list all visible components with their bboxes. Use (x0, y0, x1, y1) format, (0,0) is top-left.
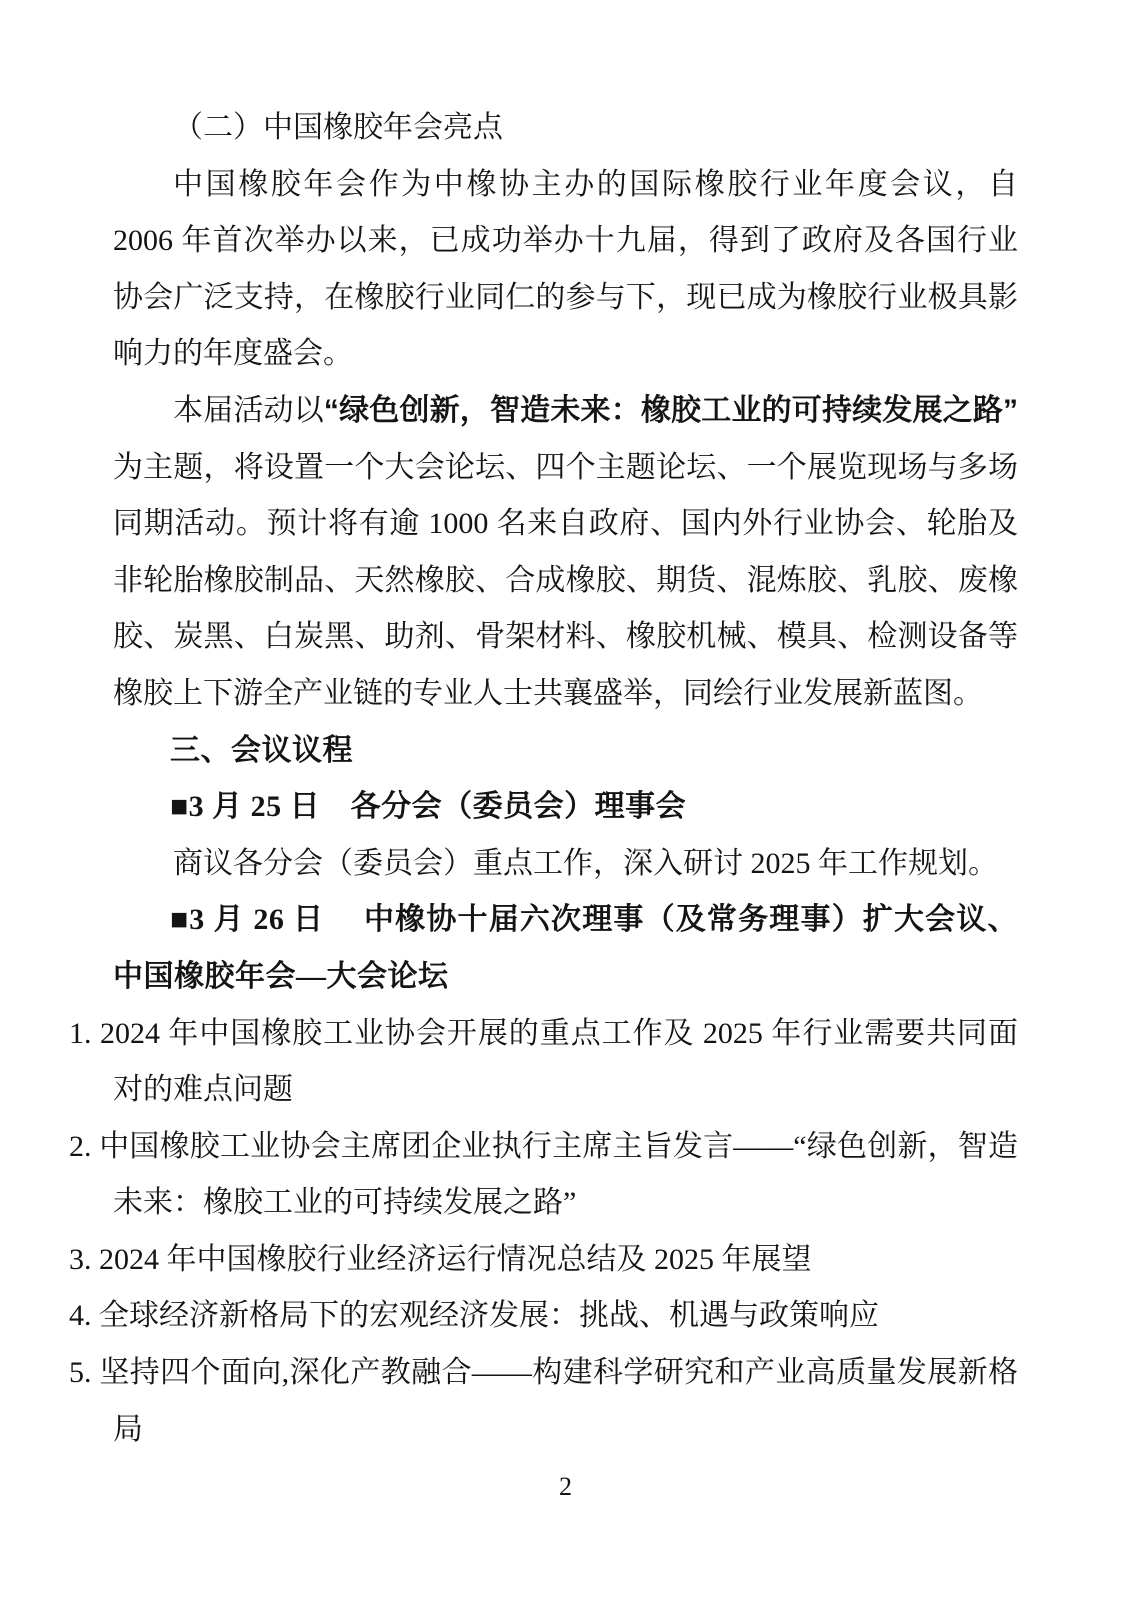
section-heading-agenda: 三、会议议程 (170, 733, 353, 767)
subsection-heading: （二）中国橡胶年会亮点 (173, 111, 503, 144)
forum-topic-item-4: 4. 全球经济新格局下的宏观经济发展：挑战、机遇与政策响应 (69, 1299, 879, 1333)
theme-paragraph-lead: 本届活动以 (173, 393, 324, 427)
forum-topic-item-1: 1. 2024 年中国橡胶工业协会开展的重点工作及 2025 年行业需要共同面对的难点问题 (69, 1016, 1018, 1107)
agenda-day1-description: 商议各分会（委员会）重点工作，深入研讨 2025 年工作规划。 (173, 846, 998, 880)
forum-topic-item-3: 3. 2024 年中国橡胶行业经济运行情况总结及 2025 年展望 (69, 1242, 812, 1276)
agenda-day2-heading: ■3 月 26 日 中橡协十届六次理事（及常务理事）扩大会议、中国橡胶年会—大会论坛 (113, 903, 1018, 993)
intro-paragraph: 中国橡胶年会作为中橡协主办的国际橡胶行业年度会议，自 2006 年首次举办以来，已成功举办十九届，得到了政府及各国行业协会广泛支持，在橡胶行业同仁的参与下，现已成为橡胶行业极具影响力的年度盛会。 (113, 167, 1018, 371)
forum-topic-item-5: 5. 坚持四个面向,深化产教融合——构建科学研究和产业高质量发展新格局 (69, 1356, 1018, 1446)
theme-paragraph-rest: 为主题，将设置一个大会论坛、四个主题论坛、一个展览现场与多场同期活动。预计将有逾 1000 名来自政府、国内外行业协会、轮胎及非轮胎橡胶制品、天然橡胶、合成橡胶、期货、混炼胶、乳胶、废橡胶、炭黑、白炭黑、助剂、骨架材料、橡胶机械、模具、检测设备等橡胶上下游全产业链的专业人士共襄盛举，同绘行业发展新蓝图。 (113, 450, 1018, 710)
conference-theme-title: “绿色创新，智造未来：橡胶工业的可持续发展之路” (323, 393, 1019, 427)
theme-paragraph (113, 383, 1018, 723)
page-number: 2 (559, 1472, 572, 1501)
forum-topic-item-2: 2. 中国橡胶工业协会主席团企业执行主席主旨发言——“绿色创新，智造未来：橡胶工业的可持续发展之路” (69, 1129, 1018, 1220)
agenda-day1-heading: ■3 月 25 日 各分会（委员会）理事会 (170, 790, 687, 824)
document-body (69, 100, 1019, 1458)
